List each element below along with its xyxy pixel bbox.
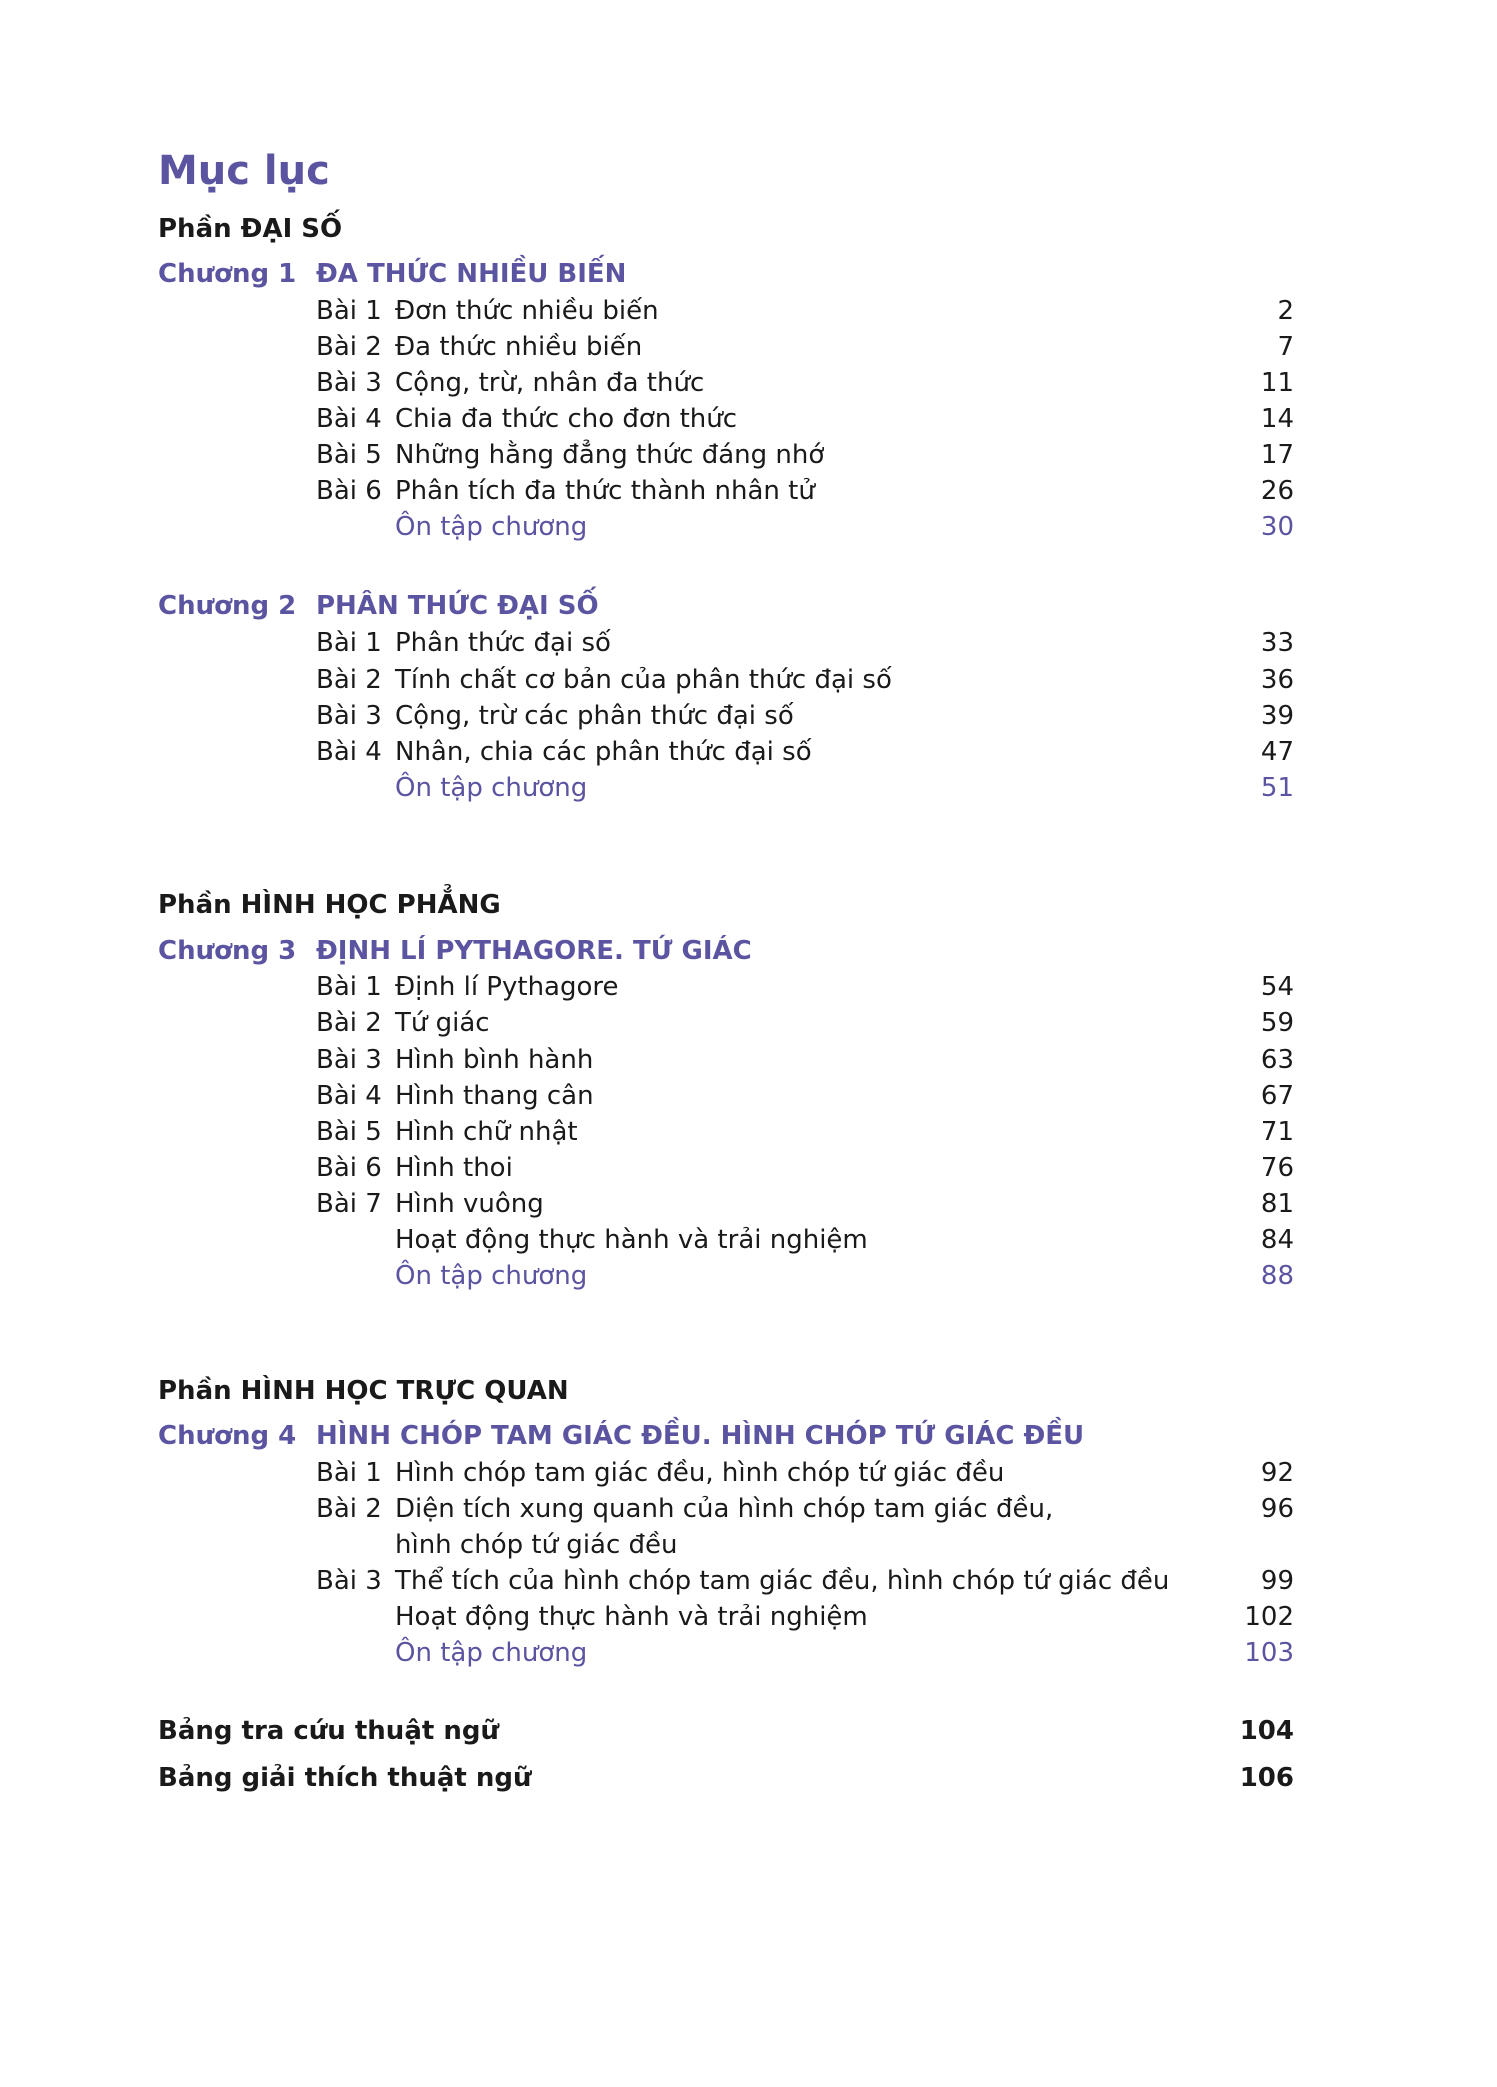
lesson-title[interactable]: Nhân, chia các phân thức đại số: [395, 737, 812, 767]
lesson-title[interactable]: Những hằng đẳng thức đáng nhớ: [395, 440, 825, 470]
page-number: 59: [1260, 1008, 1294, 1038]
lesson-number: Bài 2: [316, 332, 382, 362]
lesson-title[interactable]: Phân tích đa thức thành nhân tử: [395, 476, 815, 506]
page-number: 17: [1260, 440, 1294, 470]
lesson-title[interactable]: Tứ giác: [395, 1008, 490, 1038]
page-number: 51: [1260, 773, 1294, 803]
chapter-title: ĐA THỨC NHIỀU BIẾN: [316, 259, 627, 289]
page-number: 47: [1260, 737, 1294, 767]
page-title: Mục lục: [158, 148, 330, 194]
back-matter-glossary-explanation[interactable]: Bảng giải thích thuật ngữ: [158, 1763, 532, 1793]
lesson-title[interactable]: Đơn thức nhiều biến: [395, 296, 659, 326]
page-number: 54: [1260, 972, 1294, 1002]
page-number: 92: [1260, 1458, 1294, 1488]
chapter-review-link[interactable]: Ôn tập chương: [395, 1261, 588, 1291]
page-number: 84: [1260, 1225, 1294, 1255]
lesson-title[interactable]: Hình vuông: [395, 1189, 544, 1219]
part-heading-visual-geometry: Phần HÌNH HỌC TRỰC QUAN: [158, 1376, 569, 1406]
lesson-number: Bài 3: [316, 1566, 382, 1596]
lesson-number: Bài 4: [316, 1081, 382, 1111]
chapter-label: Chương 3: [158, 936, 297, 966]
lesson-title-continued[interactable]: hình chóp tứ giác đều: [395, 1530, 678, 1560]
lesson-title[interactable]: Hoạt động thực hành và trải nghiệm: [395, 1225, 868, 1255]
lesson-number: Bài 1: [316, 628, 382, 658]
lesson-number: Bài 4: [316, 404, 382, 434]
page-number: 96: [1260, 1494, 1294, 1524]
lesson-number: Bài 5: [316, 440, 382, 470]
part-heading-algebra: Phần ĐẠI SỐ: [158, 214, 343, 244]
lesson-number: Bài 3: [316, 701, 382, 731]
lesson-number: Bài 4: [316, 737, 382, 767]
lesson-number: Bài 2: [316, 1494, 382, 1524]
chapter-review-link[interactable]: Ôn tập chương: [395, 1638, 588, 1668]
lesson-number: Bài 1: [316, 296, 382, 326]
chapter-label: Chương 2: [158, 591, 297, 621]
chapter-label: Chương 4: [158, 1421, 297, 1451]
lesson-title[interactable]: Thể tích của hình chóp tam giác đều, hình chóp tứ giác đều: [395, 1566, 1170, 1596]
lesson-title[interactable]: Chia đa thức cho đơn thức: [395, 404, 738, 434]
lesson-title[interactable]: Hình bình hành: [395, 1045, 594, 1075]
page-number: 88: [1260, 1261, 1294, 1291]
lesson-number: Bài 2: [316, 1008, 382, 1038]
page-number: 63: [1260, 1045, 1294, 1075]
page-number: 99: [1260, 1566, 1294, 1596]
lesson-title[interactable]: Cộng, trừ, nhân đa thức: [395, 368, 705, 398]
page-number: 33: [1260, 628, 1294, 658]
lesson-number: Bài 2: [316, 665, 382, 695]
chapter-title: ĐỊNH LÍ PYTHAGORE. TỨ GIÁC: [316, 936, 752, 966]
lesson-title[interactable]: Cộng, trừ các phân thức đại số: [395, 701, 794, 731]
lesson-number: Bài 3: [316, 1045, 382, 1075]
lesson-number: Bài 1: [316, 972, 382, 1002]
page-number: 71: [1260, 1117, 1294, 1147]
lesson-title[interactable]: Hoạt động thực hành và trải nghiệm: [395, 1602, 868, 1632]
page-number: 36: [1260, 665, 1294, 695]
lesson-title[interactable]: Diện tích xung quanh của hình chóp tam giác đều,: [395, 1494, 1054, 1524]
chapter-review-link[interactable]: Ôn tập chương: [395, 773, 588, 803]
chapter-review-link[interactable]: Ôn tập chương: [395, 512, 588, 542]
lesson-title[interactable]: Hình chóp tam giác đều, hình chóp tứ giác đều: [395, 1458, 1005, 1488]
lesson-title[interactable]: Hình thoi: [395, 1153, 513, 1183]
lesson-title[interactable]: Định lí Pythagore: [395, 972, 619, 1002]
lesson-number: Bài 5: [316, 1117, 382, 1147]
lesson-number: Bài 6: [316, 476, 382, 506]
lesson-title[interactable]: Hình chữ nhật: [395, 1117, 578, 1147]
lesson-number: Bài 6: [316, 1153, 382, 1183]
chapter-label: Chương 1: [158, 259, 297, 289]
lesson-title[interactable]: Hình thang cân: [395, 1081, 594, 1111]
page-number: 39: [1260, 701, 1294, 731]
lesson-number: Bài 7: [316, 1189, 382, 1219]
page-number: 76: [1260, 1153, 1294, 1183]
page-number: 103: [1244, 1638, 1294, 1668]
chapter-title: HÌNH CHÓP TAM GIÁC ĐỀU. HÌNH CHÓP TỨ GIÁC ĐỀU: [316, 1421, 1085, 1451]
back-matter-glossary-index[interactable]: Bảng tra cứu thuật ngữ: [158, 1716, 499, 1746]
page-number: 102: [1244, 1602, 1294, 1632]
page-number: 67: [1260, 1081, 1294, 1111]
page-number: 106: [1239, 1763, 1294, 1793]
page-number: 81: [1260, 1189, 1294, 1219]
chapter-title: PHÂN THỨC ĐẠI SỐ: [316, 591, 599, 621]
page-number: 11: [1260, 368, 1294, 398]
lesson-title[interactable]: Tính chất cơ bản của phân thức đại số: [395, 665, 892, 695]
lesson-title[interactable]: Phân thức đại số: [395, 628, 611, 658]
lesson-number: Bài 1: [316, 1458, 382, 1488]
part-heading-plane-geometry: Phần HÌNH HỌC PHẲNG: [158, 890, 501, 920]
page-number: 2: [1277, 296, 1294, 326]
page-number: 7: [1277, 332, 1294, 362]
page-number: 104: [1239, 1716, 1294, 1746]
lesson-title[interactable]: Đa thức nhiều biến: [395, 332, 643, 362]
page-number: 14: [1260, 404, 1294, 434]
page-number: 26: [1260, 476, 1294, 506]
page-number: 30: [1260, 512, 1294, 542]
lesson-number: Bài 3: [316, 368, 382, 398]
